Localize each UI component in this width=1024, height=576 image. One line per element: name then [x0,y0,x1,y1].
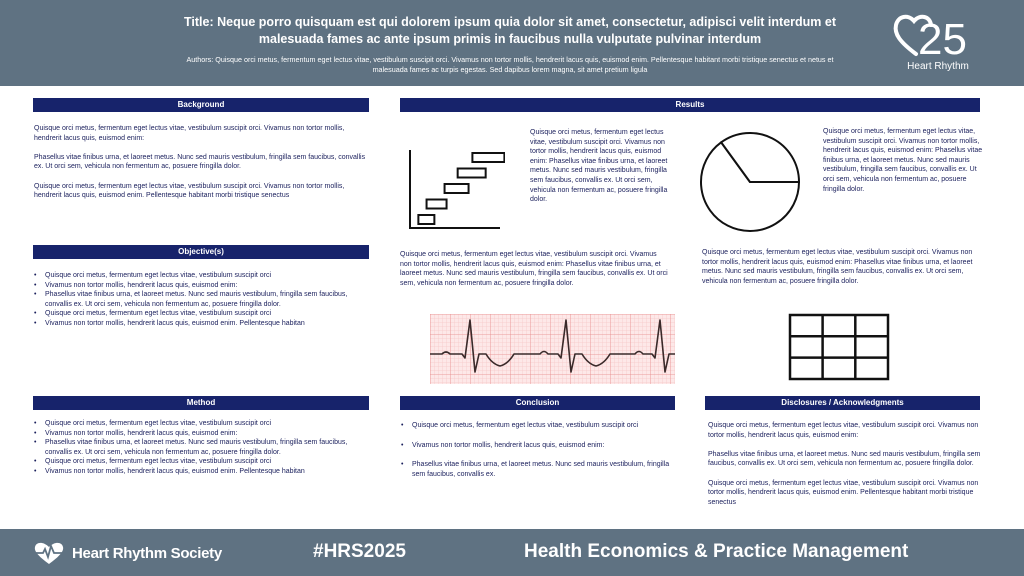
list-item: • Phasellus vitae finibus urna, et laoreet metus. Nunc sed mauris vestibulum, fringilla sem faucibus, convallis ex. [400,460,675,479]
disclosures-paragraph: Quisque orci metus, fermentum eget lectus vitae, vestibulum suscipit orci. Vivamus non tortor mollis, hendrerit lacus quis, euismod enim: [708,422,979,439]
list-item: • Quisque orci metus, fermentum eget lectus vitae, vestibulum suscipit orci [33,419,369,429]
objectives-list [33,271,369,329]
disclosures-paragraph: Phasellus vitae finibus urna, et laoreet metus. Nunc sed mauris vestibulum, fringilla sem faucibus, convallis ex. Ut orci sem, vehicula non fermentum ac, posuere fringilla dolor. [708,450,981,468]
results-grid-text: Quisque orci metus, fermentum eget lectus vitae, vestibulum suscipit orci. Vivamus non tortor mollis, hendrerit lacus quis, euismod enim: Phasellus vitae finibus urna, et laoreet metus. Nunc sed mauris vestibulum, fringilla sem faucibus, convallis ex. Ut orci sem, vehicula non fermentum ac, posuere fringilla dolor. [702,249,973,285]
method-list [33,419,369,477]
poster-authors: Authors: Quisque orci metus, fermentum eget lectus vitae, vestibulum suscipit orci. Vivamus non tortor mollis, hendrerit lacus quis, euismod enim. Pellentesque habitant morbi tristique senectus et netus et malesuada fames ac turpis egestas. Sed dapibus lorem magna, sit amet pretium ligula [186,55,834,74]
poster-footer [0,529,1024,576]
event-hashtag: #HRS2025 [313,541,406,562]
list-item: • Phasellus vitae finibus urna, et laoreet metus. Nunc sed mauris vestibulum, fringilla sem faucibus, convallis ex. Ut orci sem, vehicula non fermentum ac, posuere fringilla dolor. [33,290,369,309]
list-item: • Quisque orci metus, fermentum eget lectus vitae, vestibulum suscipit orci [33,457,369,467]
heart-logo-icon [888,10,988,62]
logo-text: Heart Rhythm [907,61,969,72]
results-heading: Results [400,98,980,112]
results-bar-text: Quisque orci metus, fermentum eget lectus vitae, vestibulum suscipit orci. Vivamus non tortor mollis, hendrerit lacus quis, euismod enim: Phasellus vitae finibus urna, et laoreet metus. Nunc sed mauris vestibulum, fringilla sem faucibus, convallis ex. Ut orci sem, vehicula non fermentum ac, posuere fringilla dolor. [530,129,668,204]
list-item: • Quisque orci metus, fermentum eget lectus vitae, vestibulum suscipit orci [33,309,369,319]
logo-number: 25 [918,15,967,62]
results-pie-chart [698,130,802,234]
results-table-graphic [788,313,890,381]
list-item: • Vivamus non tortor mollis, hendrerit lacus quis, euismod enim: [33,429,369,439]
list-item: • Vivamus non tortor mollis, hendrerit lacus quis, euismod enim. Pellentesque habitan [33,467,369,477]
list-item: • Vivamus non tortor mollis, hendrerit lacus quis, euismod enim. Pellentesque habitan [33,319,369,329]
results-bar-chart [405,140,505,232]
list-item: • Quisque orci metus, fermentum eget lectus vitae, vestibulum suscipit orci [33,271,369,281]
society-logo [32,540,222,566]
heart-pulse-icon [32,540,66,566]
bar-mark [418,215,434,224]
disclosures-paragraph: Quisque orci metus, fermentum eget lectus vitae, vestibulum suscipit orci. Vivamus non tortor mollis, hendrerit lacus quis, euismod enim. Pellentesque habitant morbi tristique senectus [708,479,979,506]
conclusion-heading: Conclusion [400,396,675,410]
bar-mark [445,184,469,193]
conclusion-list [400,421,675,489]
society-name: Heart Rhythm Society [72,544,222,562]
objectives-heading: Objective(s) [33,245,369,259]
background-heading: Background [33,98,369,112]
bar-mark [472,153,504,162]
hrs25-logo [888,10,988,76]
bar-mark [427,200,447,209]
ecg-strip [430,314,675,384]
background-paragraph: Phasellus vitae finibus urna, et laoreet metus. Nunc sed mauris vestibulum, fringilla sem faucibus, convallis ex. Ut orci sem, vehicula non fermentum ac, posuere fringilla dolor. [34,153,366,171]
background-text [34,124,370,210]
track-title: Health Economics & Practice Management [524,541,909,562]
disclosures-text [708,421,983,517]
background-paragraph: Quisque orci metus, fermentum eget lectus vitae, vestibulum suscipit orci. Vivamus non tortor mollis, hendrerit lacus quis, euismod enim. Pellentesque habitant morbi tristique senectus [34,182,345,200]
background-paragraph: Quisque orci metus, fermentum eget lectus vitae, vestibulum suscipit orci. Vivamus non tortor mollis, hendrerit lacus quis, euismod enim: [34,125,345,142]
results-ecg-text: Quisque orci metus, fermentum eget lectus vitae, vestibulum suscipit orci. Vivamus non tortor mollis, hendrerit lacus quis, euismod enim: Phasellus vitae finibus urna, et laoreet metus. Nunc sed mauris vestibulum, fringilla sem faucibus, convallis ex. Ut orci sem, vehicula non fermentum ac, posuere fringilla dolor. [400,251,668,287]
table-border [790,315,888,379]
bar-mark [458,169,486,178]
results-pie-text: Quisque orci metus, fermentum eget lectus vitae, vestibulum suscipit orci. Vivamus non tortor mollis, hendrerit lacus quis, euismod enim: Phasellus vitae finibus urna, et laoreet metus. Nunc sed mauris vestibulum, fringilla sem faucibus, convallis ex. Ut orci sem, vehicula non fermentum ac, posuere fringilla dolor. [823,128,983,193]
list-item: • Phasellus vitae finibus urna, et laoreet metus. Nunc sed mauris vestibulum, fringilla sem faucibus, convallis ex. Ut orci sem, vehicula non fermentum ac, posuere fringilla dolor. [33,438,369,457]
method-heading: Method [33,396,369,410]
poster-header [0,0,1024,86]
list-item: • Vivamus non tortor mollis, hendrerit lacus quis, euismod enim: [400,441,675,451]
poster-title: Title: Neque porro quisquam est qui dolorem ipsum quia dolor sit amet, consectetur, adipisci velit interdum et malesuada fames ac ante ipsum primis in faucibus nulla vulputate pulvinar interdum [184,15,836,46]
disclosures-heading: Disclosures / Acknowledgments [705,396,980,410]
list-item: • Vivamus non tortor mollis, hendrerit lacus quis, euismod enim: [33,281,369,291]
list-item: • Quisque orci metus, fermentum eget lectus vitae, vestibulum suscipit orci [400,421,675,431]
